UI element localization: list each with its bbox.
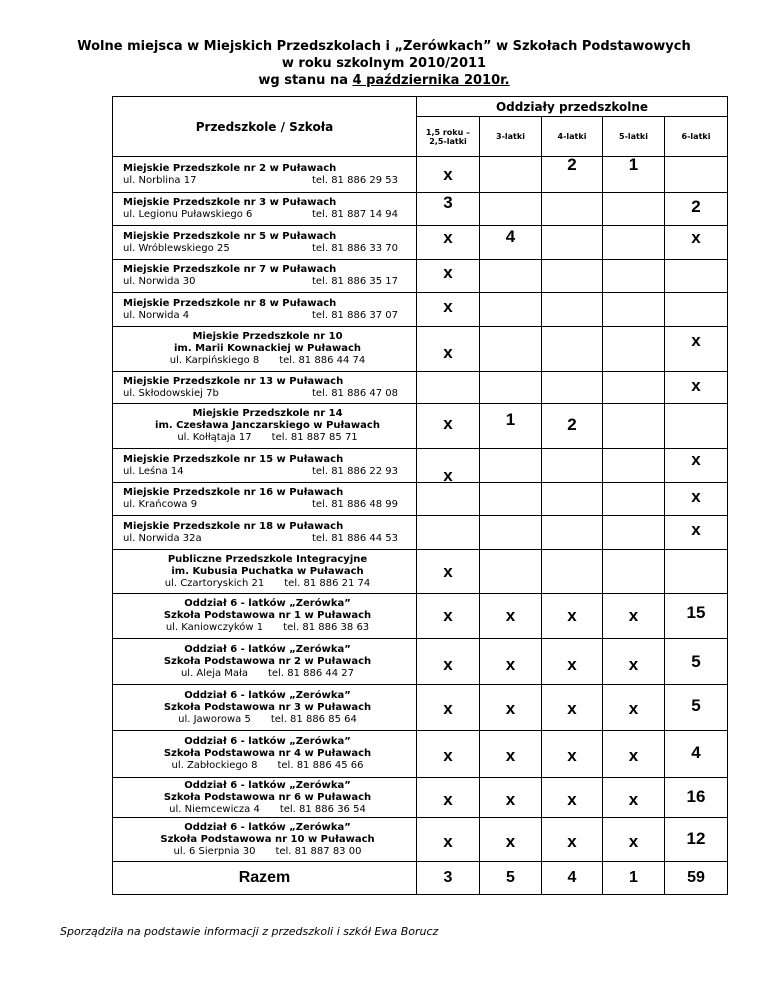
school-phone: tel. 81 886 36 54 — [279, 803, 366, 815]
vacancy-cell — [665, 193, 728, 226]
vacancy-cell — [480, 404, 542, 449]
school-name: Miejskie Przedszkole nr 2 w Puławach — [123, 162, 337, 174]
school-address-line — [123, 714, 412, 726]
vacancy-value: x — [443, 606, 453, 625]
vacancy-value: x — [443, 297, 453, 316]
school-address-line — [123, 466, 412, 478]
vacancy-table — [112, 96, 728, 895]
vacancy-cell — [603, 372, 665, 404]
vacancy-value: x — [567, 832, 577, 851]
total-value: 59 — [665, 862, 728, 895]
school-cell — [113, 327, 417, 372]
vacancy-cell — [480, 449, 542, 483]
total-value: 4 — [542, 862, 603, 895]
table-row — [113, 818, 728, 862]
school-name: Oddział 6 - latków „Zerówka” — [184, 779, 351, 791]
vacancy-cell — [665, 550, 728, 594]
school-address-line — [123, 276, 412, 288]
vacancy-cell — [603, 818, 665, 862]
vacancy-cell — [542, 449, 603, 483]
school-name: Miejskie Przedszkole nr 5 w Puławach — [123, 230, 337, 242]
school-address: ul. Kołłątaja 17 — [177, 432, 252, 443]
table-row — [113, 260, 728, 293]
vacancy-cell — [665, 731, 728, 778]
header-col-4: 5-latki — [603, 117, 665, 157]
table-row — [113, 685, 728, 731]
table-row — [113, 372, 728, 404]
vacancy-cell — [542, 372, 603, 404]
school-address-line — [123, 804, 412, 816]
school-address-line — [123, 533, 412, 545]
school-phone: tel. 81 886 22 93 — [311, 465, 398, 477]
vacancy-cell — [417, 449, 480, 483]
school-name: Oddział 6 - latków „Zerówka” — [184, 821, 351, 833]
school-phone: tel. 81 886 45 66 — [277, 760, 364, 771]
vacancy-cell — [480, 226, 542, 260]
vacancy-cell — [480, 731, 542, 778]
vacancy-cell — [417, 404, 480, 449]
vacancy-value: x — [443, 562, 453, 581]
table-row — [113, 594, 728, 639]
title-line-3-prefix: wg stanu na — [258, 73, 353, 88]
table-row — [113, 193, 728, 226]
table-row — [113, 449, 728, 483]
table-row — [113, 550, 728, 594]
school-cell — [113, 639, 417, 685]
vacancy-value: x — [443, 746, 453, 765]
school-name: Szkoła Podstawowa nr 1 w Puławach — [163, 610, 372, 621]
vacancy-value: x — [628, 699, 639, 718]
school-address-line — [123, 310, 412, 322]
vacancy-cell — [417, 639, 480, 685]
school-name: Szkoła Podstawowa nr 10 w Puławach — [160, 833, 375, 845]
vacancy-cell — [542, 685, 603, 731]
vacancy-value: x — [443, 165, 453, 184]
school-address: ul. Krańcowa 9 — [123, 499, 198, 510]
school-phone: tel. 81 887 83 00 — [275, 845, 362, 857]
school-cell — [113, 483, 417, 516]
vacancy-value: x — [628, 655, 639, 674]
school-cell — [113, 594, 417, 639]
school-phone: tel. 81 886 44 27 — [268, 667, 355, 679]
school-phone: tel. 81 886 21 74 — [284, 577, 371, 589]
vacancy-cell — [665, 226, 728, 260]
school-address-line — [123, 499, 412, 511]
school-address-line — [123, 760, 412, 772]
school-address: ul. Czartoryskich 21 — [164, 577, 265, 589]
school-name: Oddział 6 - latków „Zerówka” — [184, 643, 351, 655]
school-address-line — [123, 668, 412, 680]
vacancy-value: x — [443, 343, 453, 362]
vacancy-cell — [542, 731, 603, 778]
table-row — [113, 157, 728, 193]
title-line-2: w roku szkolnym 2010/2011 — [281, 56, 487, 71]
vacancy-cell — [542, 550, 603, 594]
school-name: Oddział 6 - latków „Zerówka” — [184, 689, 351, 701]
vacancy-value: 2 — [691, 197, 701, 216]
school-name: Miejskie Przedszkole nr 15 w Puławach — [123, 453, 344, 465]
vacancy-value: 1 — [505, 410, 516, 429]
school-phone: tel. 81 886 38 63 — [283, 622, 370, 633]
school-name: Miejskie Przedszkole nr 10 — [192, 331, 343, 342]
vacancy-cell — [603, 550, 665, 594]
school-address: ul. Jaworowa 5 — [178, 713, 251, 725]
school-phone: tel. 81 886 85 64 — [270, 713, 357, 725]
vacancy-value: x — [691, 376, 701, 395]
school-address-line — [123, 846, 412, 858]
school-address-line — [123, 622, 412, 634]
vacancy-value: x — [628, 746, 639, 765]
vacancy-value: 2 — [567, 155, 577, 174]
vacancy-cell — [603, 293, 665, 327]
vacancy-cell — [603, 483, 665, 516]
school-address: ul. Norwida 4 — [123, 309, 190, 321]
school-name: im. Czesława Janczarskiego w Puławach — [155, 420, 380, 431]
school-address: ul. Karpińskiego 8 — [169, 355, 260, 366]
total-label: Razem — [113, 862, 417, 895]
school-name: Miejskie Przedszkole nr 8 w Puławach — [123, 297, 337, 309]
vacancy-cell — [480, 483, 542, 516]
school-cell — [113, 550, 417, 594]
school-cell — [113, 449, 417, 483]
vacancy-cell — [542, 516, 603, 550]
school-cell — [113, 778, 417, 818]
vacancy-value: 4 — [505, 227, 516, 246]
vacancy-value: x — [628, 606, 639, 625]
vacancy-cell — [603, 516, 665, 550]
vacancy-value: x — [691, 331, 701, 350]
school-cell — [113, 516, 417, 550]
vacancy-value: x — [567, 790, 577, 809]
vacancy-cell — [665, 483, 728, 516]
school-address-line — [123, 578, 412, 590]
vacancy-cell — [603, 404, 665, 449]
total-row — [113, 862, 728, 895]
vacancy-cell — [417, 483, 480, 516]
school-cell — [113, 193, 417, 226]
vacancy-value: x — [443, 228, 453, 247]
school-address: ul. Wróblewskiego 25 — [123, 242, 230, 254]
school-address-line — [123, 243, 412, 255]
vacancy-cell — [603, 193, 665, 226]
vacancy-value: 16 — [686, 787, 706, 806]
school-phone: tel. 81 886 44 53 — [311, 532, 398, 544]
vacancy-cell — [542, 778, 603, 818]
school-address: ul. 6 Sierpnia 30 — [173, 845, 256, 857]
school-phone: tel. 81 886 35 17 — [311, 276, 398, 287]
vacancy-cell — [603, 260, 665, 293]
vacancy-value: x — [505, 746, 516, 765]
vacancy-value: x — [505, 655, 516, 674]
vacancy-cell — [665, 449, 728, 483]
table-body — [113, 157, 728, 895]
school-name: Oddział 6 - latków „Zerówka” — [184, 598, 351, 609]
school-address: ul. Norwida 30 — [123, 276, 196, 287]
vacancy-value: 4 — [691, 743, 701, 762]
vacancy-cell — [417, 516, 480, 550]
vacancy-value: x — [443, 414, 453, 433]
school-cell — [113, 372, 417, 404]
title-line-3 — [0, 72, 768, 89]
vacancy-cell — [542, 639, 603, 685]
vacancy-cell — [417, 293, 480, 327]
vacancy-value: 12 — [686, 829, 706, 848]
vacancy-value: x — [443, 832, 453, 851]
school-name: Miejskie Przedszkole nr 16 w Puławach — [123, 487, 344, 498]
school-address: ul. Legionu Puławskiego 6 — [123, 209, 253, 220]
vacancy-cell — [480, 516, 542, 550]
school-address: ul. Niemcewicza 4 — [169, 803, 260, 815]
school-phone: tel. 81 887 85 71 — [271, 432, 358, 443]
vacancy-cell — [417, 193, 480, 226]
vacancy-value: x — [567, 746, 577, 765]
vacancy-cell — [603, 639, 665, 685]
vacancy-cell — [417, 594, 480, 639]
vacancy-cell — [480, 193, 542, 226]
vacancy-value: x — [443, 790, 453, 809]
vacancy-cell — [542, 260, 603, 293]
vacancy-value: x — [443, 699, 453, 718]
vacancy-cell — [480, 327, 542, 372]
vacancy-cell — [603, 594, 665, 639]
vacancy-value: x — [443, 466, 453, 485]
vacancy-cell — [665, 404, 728, 449]
school-address: ul. Zabłockiego 8 — [171, 760, 258, 771]
vacancy-cell — [480, 818, 542, 862]
vacancy-cell — [665, 685, 728, 731]
school-address-line — [123, 209, 412, 221]
vacancy-cell — [603, 778, 665, 818]
vacancy-cell — [480, 685, 542, 731]
vacancy-cell — [480, 372, 542, 404]
header-col-2: 3-latki — [480, 117, 542, 157]
vacancy-cell — [665, 260, 728, 293]
school-cell — [113, 685, 417, 731]
vacancy-cell — [542, 226, 603, 260]
table-row — [113, 483, 728, 516]
vacancy-value: 5 — [691, 652, 701, 671]
school-address: ul. Skłodowskiej 7b — [123, 387, 219, 399]
vacancy-cell — [542, 327, 603, 372]
school-name: Szkoła Podstawowa nr 2 w Puławach — [163, 655, 372, 667]
school-address-line — [123, 388, 412, 400]
vacancy-cell — [542, 157, 603, 193]
school-cell — [113, 731, 417, 778]
vacancy-value: x — [567, 655, 577, 674]
school-name: Publiczne Przedszkole Integracyjne — [167, 553, 368, 565]
header-col-1: 1,5 roku – 2,5-latki — [417, 117, 480, 157]
table-row — [113, 404, 728, 449]
vacancy-cell — [417, 731, 480, 778]
school-phone: tel. 81 886 44 74 — [279, 355, 366, 366]
vacancy-value: x — [691, 520, 701, 539]
table-row — [113, 778, 728, 818]
vacancy-value: 15 — [686, 603, 706, 622]
vacancy-cell — [603, 327, 665, 372]
vacancy-cell — [665, 293, 728, 327]
vacancy-value: 1 — [628, 155, 639, 174]
school-address: ul. Kaniowczyków 1 — [165, 622, 264, 633]
vacancy-cell — [603, 157, 665, 193]
vacancy-value: x — [567, 699, 577, 718]
total-value: 5 — [480, 862, 542, 895]
school-address-line — [123, 355, 412, 367]
vacancy-cell — [480, 550, 542, 594]
vacancy-value: x — [628, 790, 639, 809]
vacancy-cell — [480, 157, 542, 193]
table-row — [113, 226, 728, 260]
vacancy-cell — [603, 449, 665, 483]
vacancy-cell — [480, 778, 542, 818]
vacancy-cell — [603, 731, 665, 778]
school-phone: tel. 81 886 29 53 — [311, 174, 398, 186]
school-address: ul. Aleja Mała — [180, 667, 249, 679]
school-cell — [113, 157, 417, 193]
vacancy-value: x — [691, 487, 701, 506]
vacancy-cell — [542, 483, 603, 516]
school-name: Miejskie Przedszkole nr 18 w Puławach — [123, 520, 344, 532]
vacancy-cell — [665, 818, 728, 862]
vacancy-cell — [417, 226, 480, 260]
vacancy-cell — [417, 372, 480, 404]
vacancy-cell — [665, 327, 728, 372]
school-cell — [113, 818, 417, 862]
school-name: Miejskie Przedszkole nr 13 w Puławach — [123, 375, 344, 387]
school-name: Szkoła Podstawowa nr 6 w Puławach — [163, 791, 372, 803]
vacancy-value: x — [505, 699, 516, 718]
school-phone: tel. 81 886 33 70 — [311, 242, 398, 254]
school-name: Szkoła Podstawowa nr 4 w Puławach — [163, 748, 372, 759]
vacancy-cell — [417, 260, 480, 293]
school-address-line — [123, 175, 412, 187]
document-title — [0, 38, 768, 89]
vacancy-cell — [480, 260, 542, 293]
title-date: 4 października 2010r. — [352, 73, 510, 88]
school-cell — [113, 260, 417, 293]
vacancy-cell — [665, 157, 728, 193]
vacancy-value: x — [443, 263, 453, 282]
vacancy-cell — [603, 685, 665, 731]
vacancy-value: x — [691, 450, 701, 469]
school-phone: tel. 81 886 47 08 — [311, 387, 398, 399]
school-phone: tel. 81 886 37 07 — [311, 309, 398, 321]
vacancy-cell — [665, 594, 728, 639]
vacancy-cell — [542, 594, 603, 639]
school-address: ul. Norblina 17 — [123, 174, 197, 186]
vacancy-cell — [417, 818, 480, 862]
vacancy-cell — [665, 778, 728, 818]
total-value: 1 — [603, 862, 665, 895]
vacancy-value: x — [443, 655, 453, 674]
vacancy-cell — [542, 293, 603, 327]
title-line-1: Wolne miejsca w Miejskich Przedszkolach i „Zerówkach” w Szkołach Podstawowych — [77, 39, 691, 54]
school-name: Miejskie Przedszkole nr 3 w Puławach — [123, 197, 337, 208]
vacancy-cell — [417, 157, 480, 193]
school-name: Oddział 6 - latków „Zerówka” — [184, 736, 351, 747]
vacancy-value: x — [505, 606, 516, 625]
school-phone: tel. 81 887 14 94 — [311, 209, 398, 220]
vacancy-cell — [603, 226, 665, 260]
header-school: Przedszkole / Szkoła — [113, 97, 417, 157]
school-address: ul. Norwida 32a — [123, 532, 202, 544]
vacancy-cell — [665, 372, 728, 404]
school-name: im. Kubusia Puchatka w Puławach — [171, 565, 364, 577]
vacancy-value: x — [505, 790, 516, 809]
school-cell — [113, 293, 417, 327]
table-row — [113, 516, 728, 550]
vacancy-value: x — [691, 228, 701, 247]
school-cell — [113, 226, 417, 260]
school-address: ul. Leśna 14 — [123, 465, 184, 477]
school-phone: tel. 81 886 48 99 — [311, 499, 398, 510]
vacancy-cell — [542, 404, 603, 449]
vacancy-value: 5 — [691, 696, 701, 715]
header-col-3: 4-latki — [542, 117, 603, 157]
vacancy-value: 3 — [443, 193, 453, 212]
vacancy-cell — [665, 516, 728, 550]
total-value: 3 — [417, 862, 480, 895]
vacancy-value: x — [505, 832, 516, 851]
table-row — [113, 327, 728, 372]
vacancy-value: x — [567, 606, 577, 625]
table-row — [113, 639, 728, 685]
table-row — [113, 731, 728, 778]
header-group: Oddziały przedszkolne — [417, 97, 728, 117]
header-col-5: 6-latki — [665, 117, 728, 157]
school-name: im. Marii Kownackiej w Puławach — [173, 343, 361, 354]
vacancy-cell — [480, 639, 542, 685]
vacancy-value: x — [628, 832, 639, 851]
vacancy-cell — [417, 685, 480, 731]
vacancy-cell — [542, 818, 603, 862]
vacancy-cell — [665, 639, 728, 685]
vacancy-cell — [480, 293, 542, 327]
school-name: Szkoła Podstawowa nr 3 w Puławach — [163, 701, 372, 713]
school-name: Miejskie Przedszkole nr 7 w Puławach — [123, 264, 337, 275]
vacancy-cell — [417, 778, 480, 818]
vacancy-cell — [480, 594, 542, 639]
table-row — [113, 293, 728, 327]
vacancy-cell — [417, 327, 480, 372]
vacancy-cell — [417, 550, 480, 594]
school-name: Miejskie Przedszkole nr 14 — [192, 408, 343, 419]
school-cell — [113, 404, 417, 449]
school-address-line — [123, 432, 412, 444]
footer-note: Sporządziła na podstawie informacji z przedszkoli i szkół Ewa Borucz — [60, 925, 439, 938]
vacancy-value: 2 — [567, 415, 577, 434]
vacancy-cell — [542, 193, 603, 226]
